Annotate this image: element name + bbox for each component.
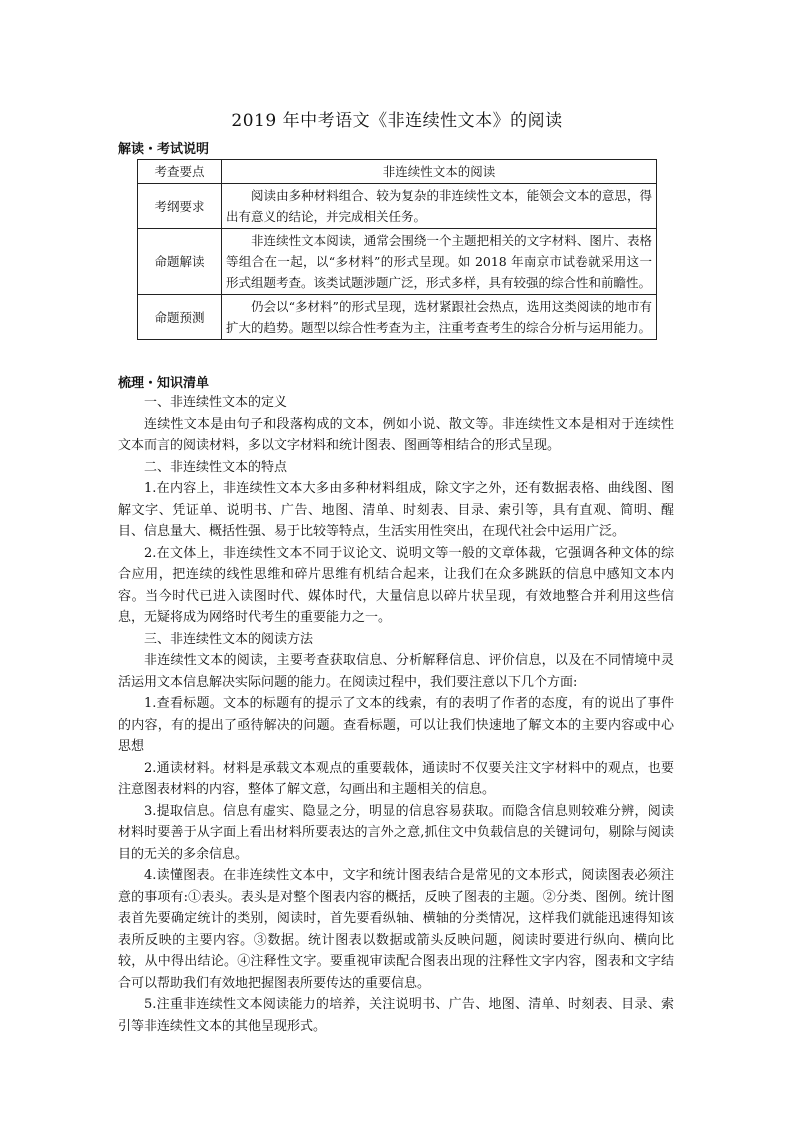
table-header-row — [138, 160, 657, 184]
table-row-key: 命题解读 — [138, 229, 222, 295]
table-row — [138, 295, 657, 340]
body-paragraph: 非连续性文本的阅读，主要考查获取信息、分析解释信息、评价信息，以及在不同情境中灵活运用文本信息解决实际问题的能力。在阅读过程中，我们要注意以下几个方面: — [118, 653, 674, 690]
table-header-key: 考查要点 — [138, 160, 222, 184]
exam-description-table — [137, 159, 657, 340]
table-header-value: 非连续性文本的阅读 — [222, 160, 657, 184]
body-paragraph: 3.提取信息。信息有虚实、隐显之分，明显的信息容易获取。而隐含信息则较难分辨，阅读材料时要善于从字面上看出材料所要表达的言外之意,抓住文中负载信息的关键词句，剔除与阅读目的无关的多余信息。 — [118, 803, 674, 862]
table-row-key: 考纲要求 — [138, 184, 222, 229]
table-row-key: 命题预测 — [138, 295, 222, 340]
body-paragraph: 连续性文本是由句子和段落构成的文本，例如小说、散文等。非连续性文本是相对于连续性文本而言的阅读材料，多以文字材料和统计图表、图画等相结合的形式呈现。 — [118, 416, 674, 453]
body-paragraph: 2.通读材料。材料是承载文本观点的重要载体，通读时不仅要关注文字材料中的观点，也要注意图表材料的内容，整体了解文意，勾画出和主题相关的信息。 — [118, 760, 674, 797]
table-row-value: 阅读由多种材料组合、较为复杂的非连续性文本，能领会文本的意思，得出有意义的结论，并完成相关任务。 — [222, 184, 657, 229]
subsection-heading: 三、非连续性文本的阅读方法 — [144, 631, 314, 647]
section-heading-knowledge: 梳理・知识清单 — [118, 376, 210, 391]
table-row-value: 非连续性文本阅读，通常会围绕一个主题把相关的文字材料、图片、表格等组合在一起，以“多材料”的形式呈现。如 2018 年南京市试卷就采用这一形式组题考查。该类试题涉题广泛，形式多样，具有较强的综合性和前瞻性。 — [222, 229, 657, 295]
body-paragraph: 1.在内容上，非连续性文本大多由多种材料组成，除文字之外，还有数据表格、曲线图、图解文字、凭证单、说明书、广告、地图、清单、时刻表、目录、索引等，具有直观、简明、醒目、信息量大、概括性强、易于比较等特点，生活实用性突出，在现代社会中运用广泛。 — [118, 481, 674, 539]
body-paragraph: 4.读懂图表。在非连续性文本中，文字和统计图表结合是常见的文本形式，阅读图表必须注意的事项有:①表头。表头是对整个图表内容的概括，反映了图表的主题。②分类、图例。统计图表首先要确定统计的类别，阅读时，首先要看纵轴、横轴的分类情况，这样我们就能迅速得知该表所反映的主要内容。③数据。统计图表以数据或箭头反映问题，阅读时要进行纵向、横向比较，从中得出结论。④注释性文字。要重视审读配合图表出现的注释性文字内容，图表和文字结合可以帮助我们有效地把握图表所要传达的重要信息。 — [118, 868, 674, 991]
subsection-heading: 一、非连续性文本的定义 — [144, 395, 288, 410]
document-body — [118, 392, 674, 1037]
subsection-heading: 二、非连续性文本的特点 — [144, 459, 288, 475]
document-title: 2019 年中考语文《非连续性文本》的阅读 — [231, 111, 563, 131]
section-heading-exam: 解读・考试说明 — [118, 142, 210, 157]
body-paragraph: 2.在文体上，非连续性文本不同于议论文、说明文等一般的文章体裁，它强调各种文体的综合应用，把连续的线性思维和碎片思维有机结合起来，让我们在众多跳跃的信息中感知文本内容。当今时代已进入读图时代、媒体时代，大量信息以碎片状呈现，有效地整合并利用这些信息，无疑将成为网络时代考生的重要能力之一。 — [118, 545, 674, 625]
table-row — [138, 184, 657, 229]
body-paragraph: 5.注重非连续性文本阅读能力的培养，关注说明书、广告、地图、清单、时刻表、目录、索引等非连续性文本的其他呈现形式。 — [118, 997, 674, 1034]
table-row — [138, 229, 657, 295]
table-row-value: 仍会以“多材料”的形式呈现，选材紧跟社会热点，选用这类阅读的地市有扩大的趋势。题型以综合性考查为主，注重考查考生的综合分析与运用能力。 — [222, 295, 657, 340]
body-paragraph: 1.查看标题。文本的标题有的提示了文本的线索，有的表明了作者的态度，有的说出了事件的内容，有的提出了亟待解决的问题。查看标题，可以让我们快速地了解文本的主要内容或中心思想 — [118, 696, 674, 754]
